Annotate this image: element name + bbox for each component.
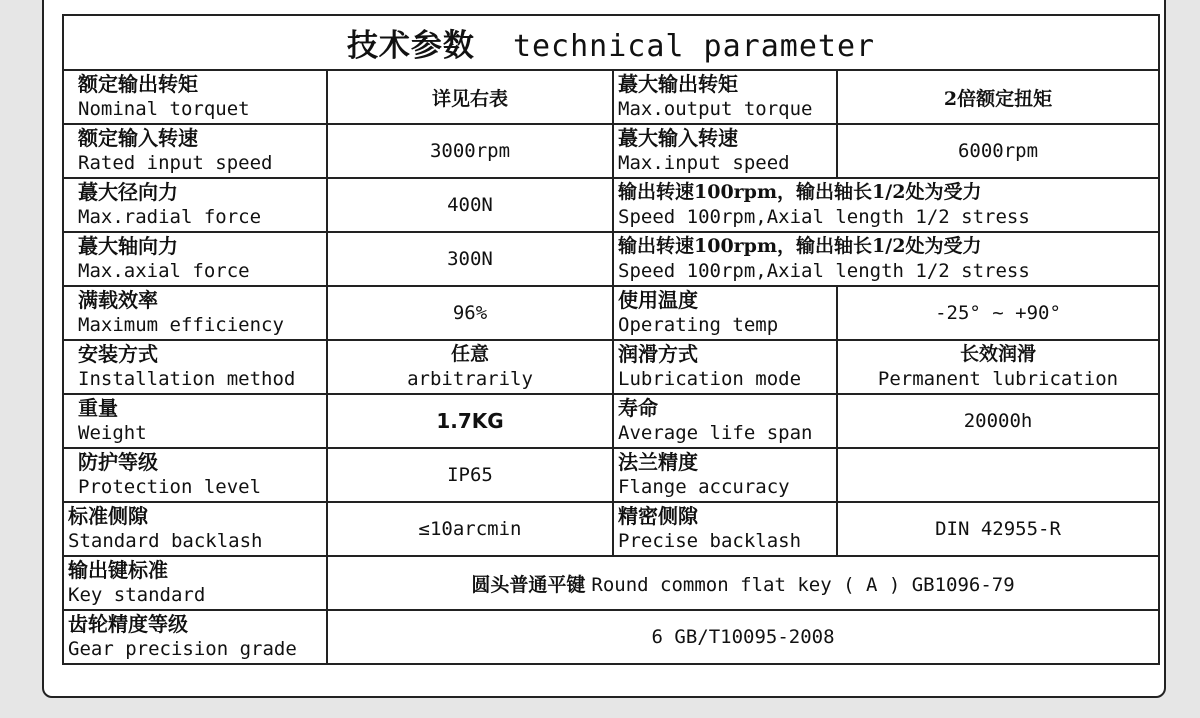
table-row	[63, 502, 1159, 556]
row-label	[613, 448, 837, 502]
label-en: Max.output torque	[618, 98, 813, 120]
table-row	[63, 394, 1159, 448]
value-zh: 任意	[450, 343, 489, 365]
label-zh: 蕞大轴向力	[78, 234, 178, 258]
label-zh: 蕞大输入转速	[618, 126, 738, 150]
label-en: Weight	[78, 422, 147, 444]
label-zh: 蕞大输出转矩	[618, 72, 738, 96]
label-zh: 输出键标准	[68, 558, 168, 582]
row-label	[63, 502, 327, 556]
row-value: 6000rpm	[837, 124, 1159, 178]
note-zh: 输出转速100rpm，输出轴长1/2处为受力	[618, 235, 982, 257]
label-zh: 额定输出转矩	[78, 72, 198, 96]
row-label	[63, 340, 327, 394]
label-zh: 满载效率	[78, 288, 158, 312]
label-zh: 精密侧隙	[618, 504, 698, 528]
label-en: Standard backlash	[68, 530, 263, 552]
row-label	[613, 286, 837, 340]
label-en: Max.axial force	[78, 260, 250, 282]
table-row	[63, 178, 1159, 232]
row-label	[613, 502, 837, 556]
table-row	[63, 610, 1159, 664]
label-zh: 蕞大径向力	[78, 180, 178, 204]
technical-parameter-table	[62, 14, 1160, 665]
row-label	[63, 556, 327, 610]
row-value: 300N	[327, 232, 613, 286]
value-zh: 长效润滑	[960, 343, 1037, 365]
table-row	[63, 556, 1159, 610]
row-value: 2倍额定扭矩	[837, 70, 1159, 124]
row-value: 96%	[327, 286, 613, 340]
row-value: 1.7KG	[327, 394, 613, 448]
row-value: -25° ~ +90°	[837, 286, 1159, 340]
row-label	[63, 232, 327, 286]
row-label	[63, 124, 327, 178]
table-row	[63, 232, 1159, 286]
row-value: DIN 42955-R	[837, 502, 1159, 556]
label-en: Nominal torquet	[78, 98, 250, 120]
row-value: 3000rpm	[327, 124, 613, 178]
row-note	[613, 232, 1159, 286]
label-en: Flange accuracy	[618, 476, 790, 498]
row-value: IP65	[327, 448, 613, 502]
value-en: Permanent lubrication	[877, 368, 1119, 390]
row-label	[63, 610, 327, 664]
row-label	[613, 70, 837, 124]
label-en: Lubrication mode	[618, 368, 802, 390]
label-en: Gear precision grade	[68, 638, 297, 660]
note-zh: 输出转速100rpm，输出轴长1/2处为受力	[618, 181, 982, 203]
row-value	[327, 340, 613, 394]
row-label	[63, 70, 327, 124]
label-en: Rated input speed	[78, 152, 273, 174]
row-label	[63, 178, 327, 232]
row-label	[613, 340, 837, 394]
table-title-zh: 技术参数	[346, 28, 475, 64]
label-zh: 使用温度	[618, 288, 698, 312]
label-zh: 齿轮精度等级	[68, 612, 188, 636]
row-value: ≤10arcmin	[327, 502, 613, 556]
label-en: Average life span	[618, 422, 813, 444]
table-row	[63, 124, 1159, 178]
label-en: Max.radial force	[78, 206, 262, 228]
value-zh: 圆头普通平键	[471, 573, 586, 596]
table-title	[63, 15, 1159, 70]
label-zh: 防护等级	[78, 450, 158, 474]
label-en: Max.input speed	[618, 152, 790, 174]
value-en: Round common flat key ( A ) GB1096-79	[591, 573, 1015, 596]
label-en: Maximum efficiency	[78, 314, 284, 336]
table-row	[63, 448, 1159, 502]
row-value: 400N	[327, 178, 613, 232]
row-label	[63, 448, 327, 502]
table-row	[63, 286, 1159, 340]
table-title-en: technical parameter	[512, 29, 876, 64]
label-zh: 法兰精度	[618, 450, 698, 474]
label-en: Key standard	[68, 584, 206, 606]
row-value	[837, 340, 1159, 394]
value-en: arbitrarily	[407, 368, 533, 390]
value-en: 6 GB/T10095-2008	[651, 626, 835, 648]
label-zh: 润滑方式	[618, 342, 698, 366]
row-label	[613, 124, 837, 178]
note-en: Speed 100rpm,Axial length 1/2 stress	[618, 260, 1030, 282]
table-row	[63, 340, 1159, 394]
row-span-value	[327, 556, 1159, 610]
row-value	[837, 448, 1159, 502]
table-row	[63, 70, 1159, 124]
label-zh: 额定输入转速	[78, 126, 198, 150]
row-value: 详见右表	[327, 70, 613, 124]
row-span-value	[327, 610, 1159, 664]
label-en: Protection level	[78, 476, 262, 498]
label-zh: 标准侧隙	[68, 504, 148, 528]
row-label	[63, 286, 327, 340]
label-en: Installation method	[78, 368, 296, 390]
row-label	[613, 394, 837, 448]
note-en: Speed 100rpm,Axial length 1/2 stress	[618, 206, 1030, 228]
label-zh: 安装方式	[78, 342, 158, 366]
label-zh: 重量	[78, 396, 118, 420]
label-en: Operating temp	[618, 314, 779, 336]
label-en: Precise backlash	[618, 530, 802, 552]
row-label	[63, 394, 327, 448]
row-note	[613, 178, 1159, 232]
row-value: 20000h	[837, 394, 1159, 448]
label-zh: 寿命	[618, 396, 658, 420]
